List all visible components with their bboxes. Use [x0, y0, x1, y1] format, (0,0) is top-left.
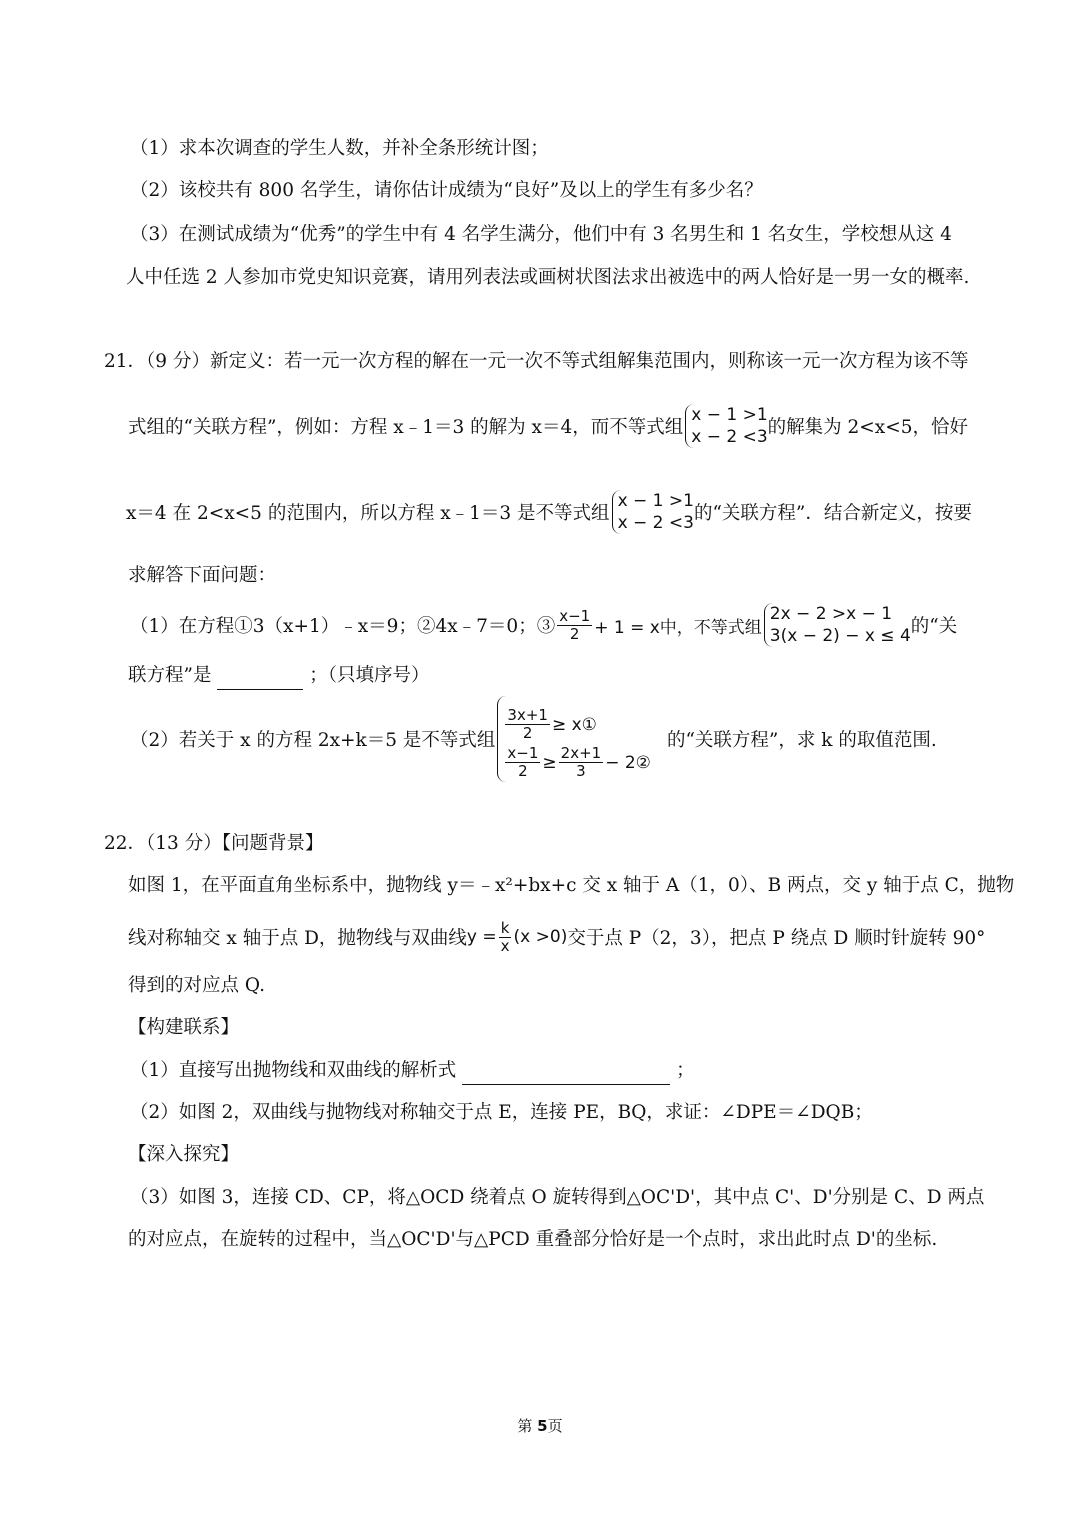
q22-part1-text: （1）直接写出抛物线和双曲线的解析式	[130, 1060, 457, 1081]
q21-example-text: 式组的“关联方程”，例如：方程 x﹣1＝3 的解为 x＝4，而不等式组	[128, 417, 684, 438]
fraction-numerator: 3x+1	[507, 706, 548, 725]
fraction-denominator: 2	[569, 624, 580, 643]
q21-part1-system	[764, 603, 911, 647]
ineq-rest: ≥ x①	[551, 714, 597, 735]
q21-example-solution: 的解集为 2<x<5，恰好	[767, 417, 969, 438]
page-number-value: 5	[537, 1417, 548, 1435]
q21-line3-post: 的“关联方程”．结合新定义，按要	[693, 503, 972, 524]
q22-line2-y: y =	[466, 927, 497, 947]
q21-part2-text: （2）若关于 x 的方程 2x+k＝5 是不等式组	[130, 730, 496, 751]
fraction-denominator: 2	[518, 762, 528, 781]
q21-example-line	[128, 398, 968, 454]
fraction	[505, 707, 550, 742]
q22-part3-line2: 的对应点，在旋转的过程中，当△OC'D'与△PCD 重叠部分恰好是一个点时，求出此时点 D'的坐标.	[128, 1229, 938, 1250]
q21-line3	[126, 484, 972, 540]
ineq-sign: ≥	[542, 752, 557, 773]
q21-part1-fraction	[557, 608, 592, 643]
q21-part1-mid: + 1 = x中，不等式组	[594, 617, 762, 638]
fraction-numerator: k	[500, 918, 510, 937]
fraction-numerator: 2x+1	[560, 744, 602, 763]
q21-part1-line2-text: 联方程”是	[128, 665, 212, 686]
page-number	[0, 1415, 1080, 1436]
q21-part1-line2	[128, 662, 430, 690]
q21-example-system	[685, 404, 767, 448]
q21-part1-line2-hint: ；（只填序号）	[309, 665, 430, 686]
q22-section-build: 【构建联系】	[128, 1017, 240, 1038]
q22-line2-fraction	[499, 920, 512, 955]
q22-part2: （2）如图 2，双曲线与抛物线对称轴交于点 E，连接 PE，BQ，求证：∠DPE＝∠DQB；	[130, 1102, 873, 1123]
q22-line2-post: 交于点 P（2，3），把点 P 绕点 D 顺时针旋转 90°	[567, 928, 986, 949]
fraction-numerator: x−1	[559, 606, 591, 625]
q22-line1: 如图 1，在平面直角坐标系中，抛物线 y＝﹣x²+bx+c 交 x 轴于 A（1，0）、B 两点，交 y 轴于点 C，抛物	[128, 875, 1015, 896]
q22-heading: 22．（13 分）【问题背景】	[104, 833, 324, 854]
q21-line3-ineq-2: x − 2 <3	[617, 513, 694, 533]
q22-line2-condition: (x >0)	[513, 927, 568, 947]
page-number-suffix: 页	[547, 1417, 563, 1435]
fraction	[559, 745, 604, 780]
q21-part2	[130, 698, 937, 780]
q21-part2-ineq-1	[503, 706, 597, 744]
fraction-numerator: x−1	[507, 744, 539, 763]
q21-line3-ineq-1: x − 1 >1	[617, 491, 694, 511]
q21-part1-text: （1）在方程①3（x+1）﹣x＝9；②4x﹣7＝0；③	[130, 616, 556, 637]
q20-part1: （1）求本次调查的学生人数，并补全条形统计图；	[130, 138, 549, 159]
q21-line3-system	[612, 490, 694, 534]
q21-part1-post: 的“关	[910, 616, 958, 637]
answer-blank[interactable]	[217, 669, 303, 690]
q21-part1-ineq-1: 2x − 2 >x − 1	[769, 604, 893, 624]
page-number-prefix: 第	[517, 1417, 538, 1435]
q22-line2	[128, 914, 985, 960]
q21-example-ineq-2: x − 2 <3	[691, 427, 768, 447]
q21-part1-line1	[130, 598, 957, 652]
q21-line3-text: x＝4 在 2<x<5 的范围内，所以方程 x﹣1＝3 是不等式组	[126, 503, 610, 524]
q21-part2-ineq-2	[503, 744, 651, 782]
q22-line2-text: 线对称轴交 x 轴于点 D，抛物线与双曲线	[128, 928, 467, 949]
q21-part2-system	[497, 696, 651, 782]
q21-part2-post: 的“关联方程”，求 k 的取值范围.	[666, 730, 937, 751]
fraction-denominator: 3	[576, 762, 586, 781]
q22-line3: 得到的对应点 Q.	[128, 975, 266, 996]
q20-part3-line2: 人中任选 2 人参加市党史知识竞赛，请用列表法或画树状图法求出被选中的两人恰好是一男一女的概率.	[126, 267, 970, 288]
fraction-denominator: 2	[522, 724, 533, 743]
q20-part3-line1: （3）在测试成绩为“优秀”的学生中有 4 名学生满分，他们中有 3 名男生和 1 名女生，学校想从这 4	[130, 224, 952, 245]
ineq-rest: − 2②	[605, 752, 651, 773]
q22-part3-line1: （3）如图 3，连接 CD、CP，将△OCD 绕着点 O 旋转得到△OC'D'，其中点 C'、D'分别是 C、D 两点	[130, 1187, 985, 1208]
fraction-denominator: x	[500, 936, 510, 955]
q21-intro: 21．（9 分）新定义：若一元一次方程的解在一元一次不等式组解集范围内，则称该一元一次方程为该不等	[104, 351, 969, 372]
q22-part1-end: ；	[676, 1060, 695, 1081]
q21-line4: 求解答下面问题：	[128, 565, 277, 586]
q20-part2: （2）该校共有 800 名学生，请你估计成绩为“良好”及以上的学生有多少名？	[130, 180, 763, 201]
q22-part1	[130, 1057, 695, 1085]
q21-example-ineq-1: x − 1 >1	[691, 405, 768, 425]
q21-part1-ineq-2: 3(x − 2) − x ≤ 4	[769, 626, 911, 646]
q22-section-explore: 【深入探究】	[128, 1144, 240, 1165]
answer-blank[interactable]	[462, 1064, 670, 1085]
fraction	[505, 745, 540, 780]
